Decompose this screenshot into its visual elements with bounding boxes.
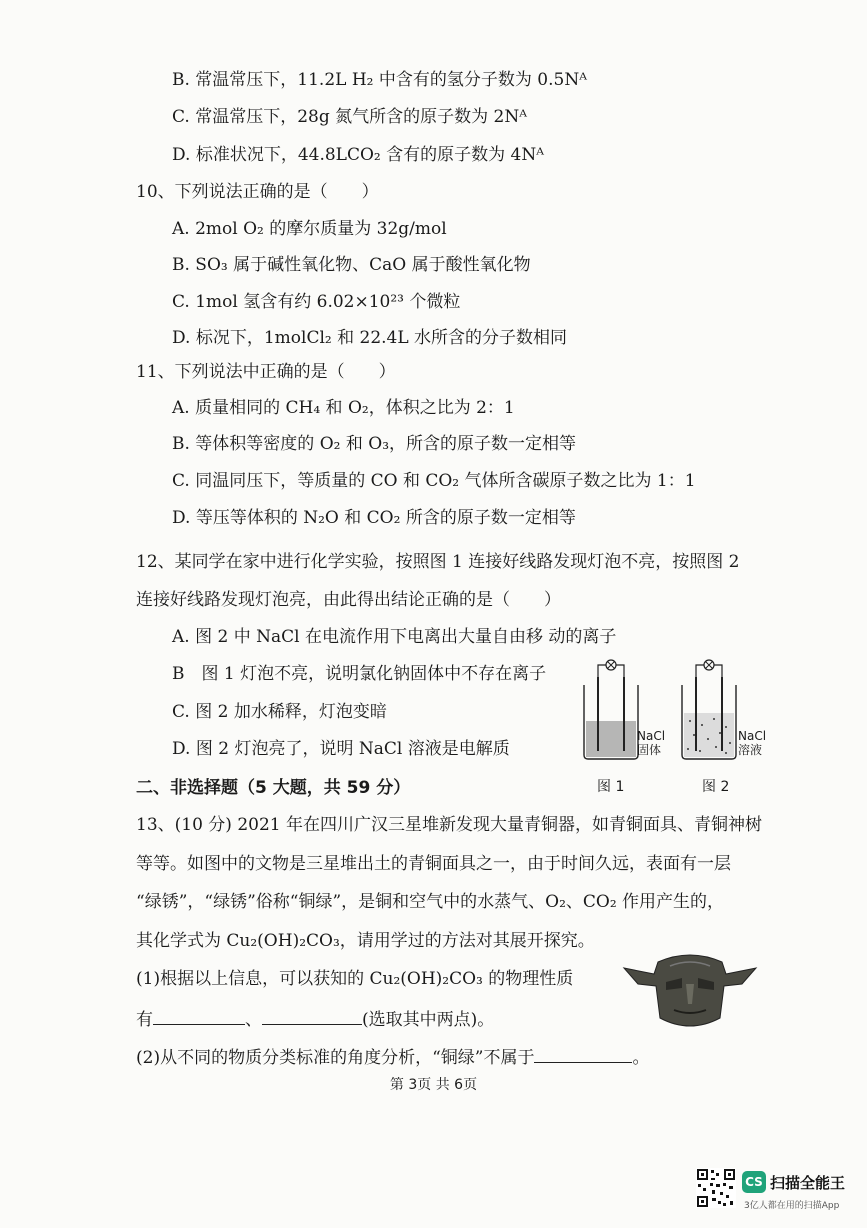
answer-blank-1[interactable] <box>153 1006 245 1025</box>
figure-2-caption: 图 2 <box>702 779 730 795</box>
q10-option-b: B. SO₃ 属于碱性氧化物、CaO 属于酸性氧化物 <box>172 255 531 275</box>
figure-1-circuit <box>584 660 638 759</box>
q10-option-c: C. 1mol 氢含有约 6.02×10²³ 个微粒 <box>172 292 461 312</box>
q9-option-d: D. 标准状况下，44.8LCO₂ 含有的原子数为 4Nᴬ <box>172 145 544 165</box>
watermark-title: 扫描全能王 <box>770 1174 846 1192</box>
q12-option-a: A. 图 2 中 NaCl 在电流作用下电离出大量自由移 动的离子 <box>172 627 617 647</box>
section-2-heading: 二、非选择题（5 大题，共 59 分） <box>136 778 411 798</box>
q10-option-a: A. 2mol O₂ 的摩尔质量为 32g/mol <box>172 219 447 239</box>
q11-option-d: D. 等压等体积的 N₂O 和 CO₂ 所含的原子数一定相等 <box>172 508 576 528</box>
q13-sub1-suffix: (选取其中两点)。 <box>362 1010 495 1030</box>
q13-sub1-separator: 、 <box>245 1010 262 1030</box>
figure-1-caption: 图 1 <box>597 779 625 795</box>
q13-sub2 <box>136 1044 649 1070</box>
q13-sub2-suffix: 。 <box>632 1048 650 1068</box>
q12-option-c: C. 图 2 加水稀释，灯泡变暗 <box>172 702 387 722</box>
answer-blank-2[interactable] <box>262 1006 362 1025</box>
page-footer: 第 3页 共 6页 <box>389 1077 478 1093</box>
figure-2-label: NaCl 溶液 <box>738 729 767 757</box>
q9-option-c: C. 常温常压下，28g 氮气所含的原子数为 2Nᴬ <box>172 107 527 127</box>
q13-sub1-line2 <box>136 1006 494 1032</box>
q12-option-d: D. 图 2 灯泡亮了，说明 NaCl 溶液是电解质 <box>172 739 510 759</box>
q11-option-b: B. 等体积等密度的 O₂ 和 O₃，所含的原子数一定相等 <box>172 434 577 454</box>
q13-sub2-prefix: (2)从不同的物质分类标准的角度分析，“铜绿”不属于 <box>136 1048 535 1068</box>
qr-code-icon <box>696 1168 736 1208</box>
q12-option-b: B 图 1 灯泡不亮，说明氯化钠固体中不存在离子 <box>172 664 547 684</box>
q12-stem-line2: 连接好线路发现灯泡亮，由此得出结论正确的是（ ） <box>136 590 561 610</box>
q10-stem: 10、下列说法正确的是（ ） <box>136 182 379 202</box>
bronze-mask-image <box>620 938 760 1034</box>
q11-option-c: C. 同温同压下，等质量的 CO 和 CO₂ 气体所含碳原子数之比为 1：1 <box>172 471 696 491</box>
watermark-subtitle: 3亿人都在用的扫描App <box>744 1201 840 1211</box>
q9-option-b: B. 常温常压下，11.2L H₂ 中含有的氢分子数为 0.5Nᴬ <box>172 70 587 90</box>
q11-stem: 11、下列说法中正确的是（ ） <box>136 362 396 382</box>
camscanner-logo: CS <box>742 1171 766 1193</box>
answer-blank-3[interactable] <box>534 1044 632 1063</box>
q13-line4: 其化学式为 Cu₂(OH)₂CO₃，请用学过的方法对其展开探究。 <box>136 931 595 951</box>
figure-1-label: NaCl 固体 <box>637 729 666 757</box>
q12-stem-line1: 12、某同学在家中进行化学实验，按照图 1 连接好线路发现灯泡不亮，按照图 2 <box>136 552 740 572</box>
figure-2-circuit <box>682 660 736 759</box>
q13-line2: 等等。如图中的文物是三星堆出土的青铜面具之一，由于时间久远，表面有一层 <box>136 854 731 874</box>
q13-sub1-prefix: 有 <box>136 1010 153 1030</box>
q13-line3: “绿锈”，“绿锈”俗称“铜绿”，是铜和空气中的水蒸气、O₂、CO₂ 作用产生的， <box>136 892 725 912</box>
q13-line1: 13、(10 分) 2021 年在四川广汉三星堆新发现大量青铜器，如青铜面具、青铜神树 <box>136 815 763 835</box>
q11-option-a: A. 质量相同的 CH₄ 和 O₂，体积之比为 2：1 <box>172 398 515 418</box>
q13-sub1-line1: (1)根据以上信息，可以获知的 Cu₂(OH)₂CO₃ 的物理性质 <box>136 969 574 989</box>
q10-option-d: D. 标况下，1molCl₂ 和 22.4L 水所含的分子数相同 <box>172 328 568 348</box>
